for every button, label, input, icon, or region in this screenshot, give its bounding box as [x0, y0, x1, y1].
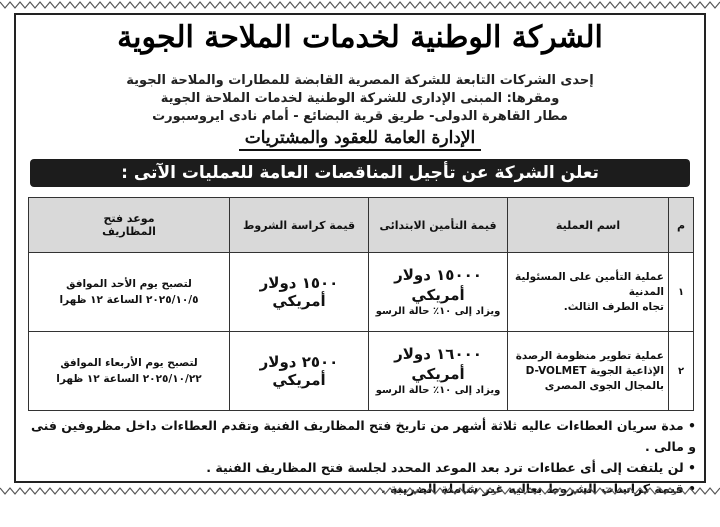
booklet-price: ١٥٠٠ دولار أمريكي	[230, 253, 369, 332]
booklet-price: ٢٥٠٠ دولار أمريكي	[230, 332, 369, 411]
announcement-banner: تعلن الشركة عن تأجيل المناقصات العامة للعمليات الآتى :	[30, 159, 690, 187]
note-item: • مدة سريان العطاءات عاليه ثلاثة أشهر من تاريخ فتح المظاريف الفنية وتقدم العطاءات داخل مظروفين فنى و مالى .	[24, 415, 696, 457]
table-row	[29, 253, 694, 332]
operation-name	[508, 253, 669, 332]
note-item: • قيمة كراسات الشروط بعاليه غير شاملة الضريبة .	[24, 478, 696, 499]
opening-date-time: ٢٠٢٥/١٠/٥ الساعة ١٢ ظهرا	[59, 294, 199, 306]
tenders-table	[28, 197, 694, 411]
table-header-row	[29, 198, 694, 253]
operation-name-line: بالمجال الجوى المصرى	[544, 379, 664, 392]
insurance-note: ويزاد إلى ١٠٪ حالة الرسو	[375, 385, 501, 396]
department-name: الإدارة العامة للعقود والمشتريات	[239, 128, 482, 151]
row-number: ١	[669, 253, 694, 332]
initial-insurance	[369, 253, 508, 332]
zigzag-border-top	[0, 0, 720, 10]
header-opening-date-line1: موعد فتح	[103, 212, 155, 225]
operation-name-line: الإذاعية الجوية D-VOLMET	[525, 364, 664, 377]
insurance-amount: ١٦٠٠٠ دولار أمريكي	[394, 345, 482, 383]
header-initial-insurance: قيمة التأمين الابتدائى	[369, 198, 508, 253]
header-opening-date-line2: المظاريف	[102, 225, 156, 238]
company-title: الشركة الوطنية لخدمات الملاحة الجوية	[117, 20, 603, 55]
operation-name-line: عملية التأمين على المسئولية المدنية	[515, 270, 664, 298]
initial-insurance	[369, 332, 508, 411]
zigzag-border-bottom	[0, 486, 720, 496]
operation-name-line: عملية تطوير منظومة الرصدة	[515, 349, 664, 362]
header-booklet-price: قيمة كراسة الشروط	[230, 198, 369, 253]
opening-date-day: لتصبح يوم الأحد الموافق	[66, 278, 192, 290]
header-opening-date	[29, 198, 230, 253]
note-item: • لن يلتفت إلى أى عطاءات ترد بعد الموعد المحدد لجلسة فتح المظاريف الفنية .	[24, 457, 696, 478]
operation-name-line: تجاه الطرف الثالث.	[563, 300, 664, 313]
operation-name	[508, 332, 669, 411]
row-number: ٢	[669, 332, 694, 411]
opening-date	[29, 253, 230, 332]
header-number: م	[669, 198, 694, 253]
opening-date	[29, 332, 230, 411]
table-row	[29, 332, 694, 411]
affiliation-line: إحدى الشركات التابعة للشركة المصرية القابضة للمطارات والملاحة الجوية	[126, 73, 594, 88]
header-operation-name: اسم العملية	[508, 198, 669, 253]
advertisement-frame	[14, 13, 706, 496]
address-line: مطار القاهرة الدولى- طريق قرية البضائع - أمام نادى ايروسبورت	[152, 109, 568, 124]
opening-date-day: لتصبح يوم الأربعاء الموافق	[60, 357, 198, 369]
insurance-amount: ١٥٠٠٠ دولار أمريكي	[394, 266, 482, 304]
insurance-note: ويزاد إلى ١٠٪ حالة الرسو	[375, 306, 501, 317]
headquarters-line: ومقرها: المبنى الإدارى للشركة الوطنية لخدمات الملاحة الجوية	[160, 91, 560, 106]
department-heading	[16, 128, 704, 148]
opening-date-time: ٢٠٢٥/١٠/٢٢ الساعة ١٢ ظهرا	[56, 373, 202, 385]
